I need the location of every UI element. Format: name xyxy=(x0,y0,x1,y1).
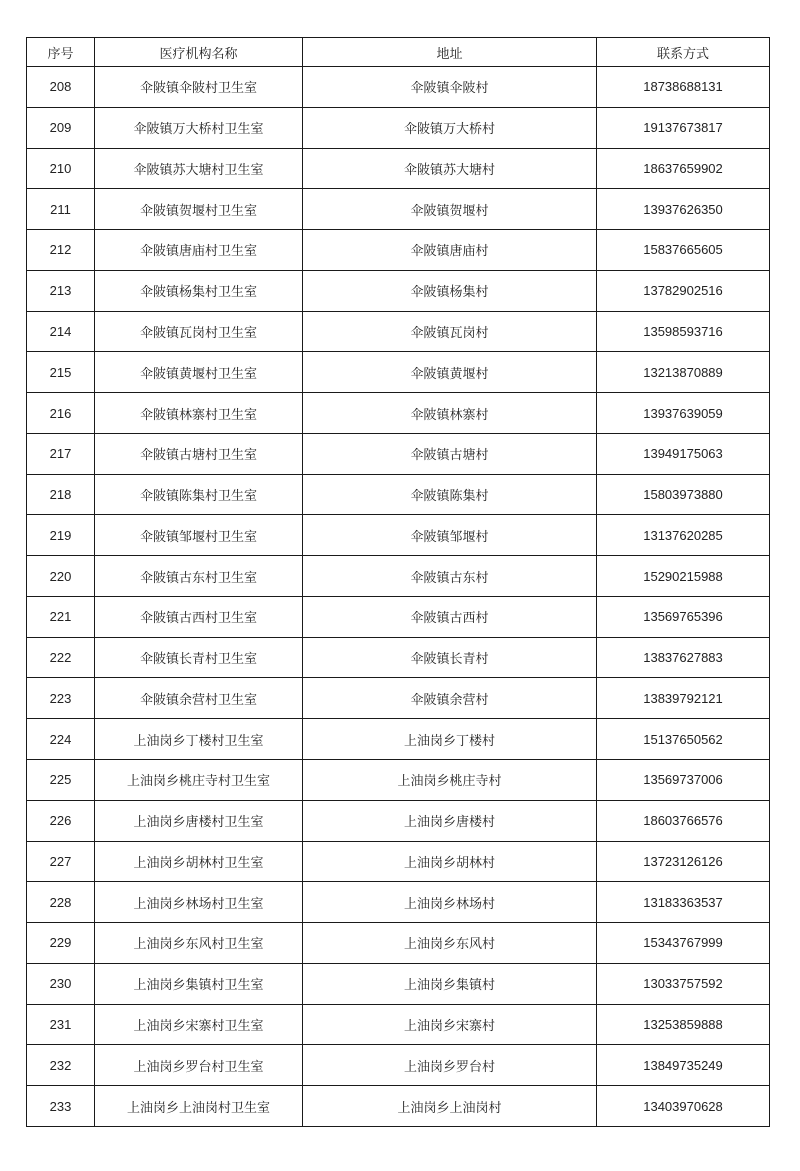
cell-address: 伞陂镇苏大塘村 xyxy=(303,148,597,189)
cell-contact: 13782902516 xyxy=(597,270,770,311)
table-row xyxy=(27,393,770,434)
cell-institution-name: 上油岗乡东风村卫生室 xyxy=(95,923,303,964)
cell-institution-name: 上油岗乡胡林村卫生室 xyxy=(95,841,303,882)
cell-contact: 13937639059 xyxy=(597,393,770,434)
cell-serial-number: 213 xyxy=(27,270,95,311)
table-row xyxy=(27,556,770,597)
cell-serial-number: 217 xyxy=(27,433,95,474)
table-body xyxy=(27,67,770,1127)
table-header-row xyxy=(27,38,770,67)
cell-contact: 13569737006 xyxy=(597,760,770,801)
cell-address: 伞陂镇杨集村 xyxy=(303,270,597,311)
cell-address: 上油岗乡罗台村 xyxy=(303,1045,597,1086)
cell-contact: 13213870889 xyxy=(597,352,770,393)
header-contact: 联系方式 xyxy=(597,38,770,67)
table-row xyxy=(27,719,770,760)
table-row xyxy=(27,800,770,841)
header-serial-number: 序号 xyxy=(27,38,95,67)
cell-institution-name: 伞陂镇邹堰村卫生室 xyxy=(95,515,303,556)
cell-contact: 13949175063 xyxy=(597,433,770,474)
cell-serial-number: 218 xyxy=(27,474,95,515)
table-row xyxy=(27,107,770,148)
cell-serial-number: 216 xyxy=(27,393,95,434)
cell-institution-name: 上油岗乡集镇村卫生室 xyxy=(95,963,303,1004)
cell-contact: 18637659902 xyxy=(597,148,770,189)
table-row xyxy=(27,963,770,1004)
cell-contact: 13403970628 xyxy=(597,1086,770,1127)
cell-serial-number: 226 xyxy=(27,800,95,841)
cell-institution-name: 伞陂镇长青村卫生室 xyxy=(95,637,303,678)
table-row xyxy=(27,474,770,515)
cell-institution-name: 伞陂镇黄堰村卫生室 xyxy=(95,352,303,393)
cell-serial-number: 222 xyxy=(27,637,95,678)
table-row xyxy=(27,923,770,964)
cell-institution-name: 伞陂镇苏大塘村卫生室 xyxy=(95,148,303,189)
cell-serial-number: 221 xyxy=(27,596,95,637)
header-institution-name: 医疗机构名称 xyxy=(95,38,303,67)
table-row xyxy=(27,352,770,393)
cell-contact: 13849735249 xyxy=(597,1045,770,1086)
cell-contact: 13837627883 xyxy=(597,637,770,678)
cell-serial-number: 215 xyxy=(27,352,95,393)
cell-serial-number: 230 xyxy=(27,963,95,1004)
cell-institution-name: 伞陂镇林寨村卫生室 xyxy=(95,393,303,434)
cell-contact: 19137673817 xyxy=(597,107,770,148)
cell-contact: 15837665605 xyxy=(597,230,770,271)
cell-contact: 13253859888 xyxy=(597,1004,770,1045)
table-container xyxy=(26,37,769,1127)
cell-institution-name: 伞陂镇古东村卫生室 xyxy=(95,556,303,597)
cell-contact: 13033757592 xyxy=(597,963,770,1004)
table-row xyxy=(27,311,770,352)
cell-institution-name: 上油岗乡丁楼村卫生室 xyxy=(95,719,303,760)
cell-contact: 15803973880 xyxy=(597,474,770,515)
cell-serial-number: 224 xyxy=(27,719,95,760)
cell-institution-name: 伞陂镇余营村卫生室 xyxy=(95,678,303,719)
table-row xyxy=(27,270,770,311)
table-row xyxy=(27,841,770,882)
cell-contact: 18603766576 xyxy=(597,800,770,841)
table-row xyxy=(27,1045,770,1086)
cell-contact: 15137650562 xyxy=(597,719,770,760)
table-row xyxy=(27,1004,770,1045)
cell-serial-number: 228 xyxy=(27,882,95,923)
table-row xyxy=(27,67,770,108)
cell-serial-number: 214 xyxy=(27,311,95,352)
cell-contact: 13137620285 xyxy=(597,515,770,556)
cell-address: 上油岗乡桃庄寺村 xyxy=(303,760,597,801)
cell-institution-name: 上油岗乡林场村卫生室 xyxy=(95,882,303,923)
cell-institution-name: 伞陂镇贺堰村卫生室 xyxy=(95,189,303,230)
cell-institution-name: 伞陂镇古西村卫生室 xyxy=(95,596,303,637)
cell-contact: 18738688131 xyxy=(597,67,770,108)
table-row xyxy=(27,189,770,230)
cell-contact: 13569765396 xyxy=(597,596,770,637)
cell-address: 上油岗乡宋寨村 xyxy=(303,1004,597,1045)
cell-address: 伞陂镇贺堰村 xyxy=(303,189,597,230)
cell-contact: 15343767999 xyxy=(597,923,770,964)
cell-address: 伞陂镇黄堰村 xyxy=(303,352,597,393)
cell-serial-number: 232 xyxy=(27,1045,95,1086)
cell-address: 上油岗乡林场村 xyxy=(303,882,597,923)
cell-address: 伞陂镇余营村 xyxy=(303,678,597,719)
table-row xyxy=(27,637,770,678)
cell-serial-number: 225 xyxy=(27,760,95,801)
cell-address: 伞陂镇伞陂村 xyxy=(303,67,597,108)
cell-contact: 13598593716 xyxy=(597,311,770,352)
cell-serial-number: 227 xyxy=(27,841,95,882)
table-row xyxy=(27,230,770,271)
cell-address: 伞陂镇万大桥村 xyxy=(303,107,597,148)
table-row xyxy=(27,1086,770,1127)
cell-address: 伞陂镇邹堰村 xyxy=(303,515,597,556)
cell-contact: 13839792121 xyxy=(597,678,770,719)
table-row xyxy=(27,148,770,189)
table-row xyxy=(27,596,770,637)
cell-serial-number: 212 xyxy=(27,230,95,271)
cell-serial-number: 229 xyxy=(27,923,95,964)
cell-address: 伞陂镇古西村 xyxy=(303,596,597,637)
cell-serial-number: 223 xyxy=(27,678,95,719)
cell-serial-number: 231 xyxy=(27,1004,95,1045)
cell-contact: 13937626350 xyxy=(597,189,770,230)
cell-address: 伞陂镇陈集村 xyxy=(303,474,597,515)
cell-institution-name: 伞陂镇古塘村卫生室 xyxy=(95,433,303,474)
cell-institution-name: 上油岗乡宋寨村卫生室 xyxy=(95,1004,303,1045)
cell-address: 上油岗乡丁楼村 xyxy=(303,719,597,760)
cell-address: 伞陂镇林寨村 xyxy=(303,393,597,434)
cell-address: 上油岗乡东风村 xyxy=(303,923,597,964)
cell-address: 伞陂镇古东村 xyxy=(303,556,597,597)
cell-address: 上油岗乡胡林村 xyxy=(303,841,597,882)
cell-institution-name: 伞陂镇伞陂村卫生室 xyxy=(95,67,303,108)
table-row xyxy=(27,678,770,719)
cell-institution-name: 伞陂镇万大桥村卫生室 xyxy=(95,107,303,148)
cell-institution-name: 伞陂镇陈集村卫生室 xyxy=(95,474,303,515)
cell-serial-number: 211 xyxy=(27,189,95,230)
cell-address: 上油岗乡集镇村 xyxy=(303,963,597,1004)
table-row xyxy=(27,433,770,474)
cell-institution-name: 上油岗乡上油岗村卫生室 xyxy=(95,1086,303,1127)
cell-address: 上油岗乡唐楼村 xyxy=(303,800,597,841)
cell-address: 伞陂镇长青村 xyxy=(303,637,597,678)
cell-address: 上油岗乡上油岗村 xyxy=(303,1086,597,1127)
table-row xyxy=(27,882,770,923)
cell-institution-name: 伞陂镇唐庙村卫生室 xyxy=(95,230,303,271)
cell-contact: 13183363537 xyxy=(597,882,770,923)
cell-address: 伞陂镇古塘村 xyxy=(303,433,597,474)
table-row xyxy=(27,760,770,801)
cell-serial-number: 210 xyxy=(27,148,95,189)
cell-address: 伞陂镇唐庙村 xyxy=(303,230,597,271)
cell-serial-number: 220 xyxy=(27,556,95,597)
cell-institution-name: 伞陂镇杨集村卫生室 xyxy=(95,270,303,311)
cell-address: 伞陂镇瓦岗村 xyxy=(303,311,597,352)
cell-serial-number: 209 xyxy=(27,107,95,148)
cell-serial-number: 208 xyxy=(27,67,95,108)
cell-institution-name: 伞陂镇瓦岗村卫生室 xyxy=(95,311,303,352)
cell-contact: 13723126126 xyxy=(597,841,770,882)
header-address: 地址 xyxy=(303,38,597,67)
table-row xyxy=(27,515,770,556)
cell-serial-number: 233 xyxy=(27,1086,95,1127)
cell-contact: 15290215988 xyxy=(597,556,770,597)
cell-serial-number: 219 xyxy=(27,515,95,556)
cell-institution-name: 上油岗乡罗台村卫生室 xyxy=(95,1045,303,1086)
medical-institution-table xyxy=(26,37,770,1127)
cell-institution-name: 上油岗乡桃庄寺村卫生室 xyxy=(95,760,303,801)
cell-institution-name: 上油岗乡唐楼村卫生室 xyxy=(95,800,303,841)
